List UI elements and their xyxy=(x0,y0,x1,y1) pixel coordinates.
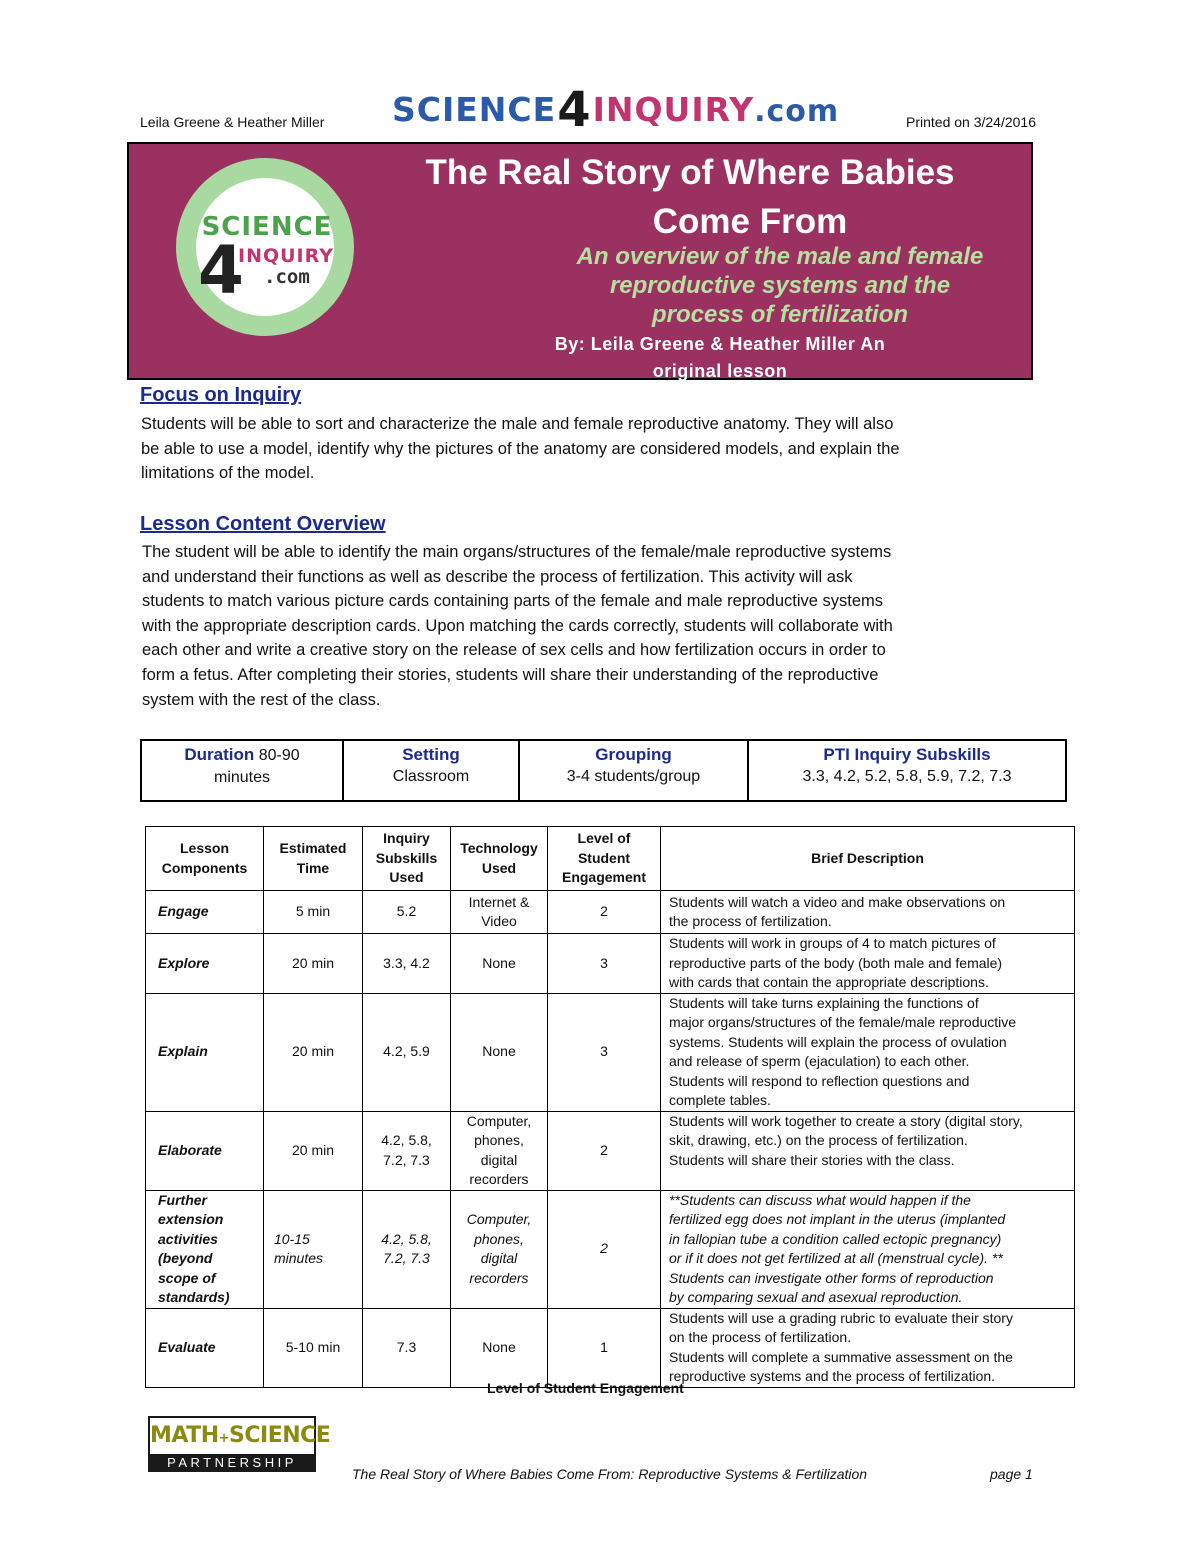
time-cell xyxy=(264,1308,363,1387)
time-cell xyxy=(264,993,363,1111)
cell-text-line: Time xyxy=(296,859,330,876)
focus-heading: Focus on Inquiry xyxy=(140,384,302,406)
table-row xyxy=(146,1190,1075,1308)
pti-value: 3.3, 4.2, 5.2, 5.8, 5.9, 7.2, 7.3 xyxy=(802,768,1012,785)
cell-text-line: None xyxy=(482,1338,516,1355)
overview-line: and understand their functions as well as describe the process of fertilization. This activity will ask xyxy=(142,567,853,586)
byline-line: original lesson xyxy=(652,361,788,381)
focus-paragraph xyxy=(141,412,1061,486)
cell-text-line: 4.2, 5.8, xyxy=(381,1132,432,1148)
lesson-components-table xyxy=(145,826,1075,1388)
cell-text-line: 3.3, 4.2 xyxy=(383,954,430,971)
logo-science-text: SCIENCE xyxy=(392,90,557,129)
cell-text-line: minutes xyxy=(274,1250,324,1266)
lesson-subtitle xyxy=(520,242,1040,329)
header-subskills xyxy=(363,827,451,891)
badge-com-text: .com xyxy=(264,266,310,288)
focus-line: Students will be able to sort and characterize the male and female reproductive anatomy. They will also xyxy=(141,415,894,433)
cell-text-line: 10-15 xyxy=(274,1230,310,1247)
component-cell xyxy=(146,993,264,1111)
cell-text-line: Used xyxy=(481,859,517,876)
page-number: page 1 xyxy=(990,1466,1033,1482)
cell-text-line: Computer, xyxy=(466,1112,532,1129)
component-cell xyxy=(146,934,264,994)
cell-text-line: reproductive parts of the body (both male and female) xyxy=(669,954,1003,971)
cell-text-line: with cards that contain the appropriate descriptions. xyxy=(669,974,989,990)
overview-line: form a fetus. After completing their stories, students will share their understanding of the reproductive xyxy=(142,665,879,684)
cell-text-line: Students will take turns explaining the functions of xyxy=(669,994,979,1011)
table-header-row xyxy=(146,827,1075,891)
lesson-summary-table xyxy=(140,739,1067,802)
cell-text-line: Evaluate xyxy=(158,1338,216,1355)
title-line: The Real Story of Where Babies xyxy=(425,153,955,192)
science4inquiry-logo xyxy=(392,82,840,138)
cell-text-line: Level of xyxy=(577,830,631,847)
component-cell xyxy=(146,891,264,934)
cell-text-line: Elaborate xyxy=(158,1141,222,1158)
cell-text-line: (beyond xyxy=(158,1250,213,1266)
title-line: Come From xyxy=(652,202,848,241)
cell-text-line: Estimated xyxy=(279,840,347,856)
badge-science-text: SCIENCE xyxy=(201,212,333,242)
level-cell: 2 xyxy=(548,1190,661,1308)
level-cell: 2 xyxy=(548,891,661,934)
cell-text-line: by comparing sexual and asexual reproduction. xyxy=(669,1289,963,1305)
cell-text-line: Students will work in groups of 4 to match pictures of xyxy=(669,935,996,951)
overview-line: system with the rest of the class. xyxy=(142,690,381,709)
subskills-cell xyxy=(363,891,451,934)
cell-text-line: Students will use a grading rubric to evaluate their story xyxy=(669,1309,1013,1326)
cell-text-line: 4.2, 5.9 xyxy=(383,1043,430,1060)
cell-text-line: Students can investigate other forms of reproduction xyxy=(669,1269,994,1286)
cell-text-line: 7.3 xyxy=(396,1338,417,1355)
header-time xyxy=(264,827,363,891)
byline-line: By: Leila Greene & Heather Miller An xyxy=(554,334,886,354)
cell-text-line: systems. Students will explain the process of ovulation xyxy=(669,1033,1007,1050)
msp-plus-text: + xyxy=(218,1431,230,1446)
header-technology xyxy=(451,827,548,891)
lesson-title xyxy=(380,148,1000,246)
math-science-partnership-logo xyxy=(148,1416,331,1472)
cell-text-line: 5 min xyxy=(295,903,331,920)
cell-text-line: Explore xyxy=(158,954,210,971)
logo-four-text: 4 xyxy=(557,82,592,138)
cell-text-line: phones, xyxy=(474,1230,524,1247)
cell-text-line: Technology xyxy=(460,840,538,856)
overview-paragraph xyxy=(142,540,1062,712)
table-row xyxy=(146,993,1075,1111)
footer-title: The Real Story of Where Babies Come From: Reproductive Systems & Fertilization xyxy=(352,1466,868,1482)
cell-text-line: standards) xyxy=(158,1289,230,1305)
header-description: Brief Description xyxy=(661,827,1075,891)
cell-text-line: Internet & xyxy=(468,893,530,910)
cell-text-line: Further xyxy=(158,1191,207,1208)
subskills-cell xyxy=(363,1111,451,1190)
level-cell: 1 xyxy=(548,1308,661,1387)
description-cell xyxy=(661,993,1075,1111)
duration-unit: minutes xyxy=(213,769,271,786)
component-cell xyxy=(146,1308,264,1387)
grouping-cell xyxy=(520,741,749,800)
cell-text-line: Inquiry xyxy=(383,830,430,847)
subtitle-line: An overview of the male and female xyxy=(576,243,984,270)
subskills-cell xyxy=(363,993,451,1111)
byline xyxy=(500,331,940,385)
cell-text-line: in fallopian tube a condition called ectopic pregnancy) xyxy=(669,1230,1002,1247)
time-cell xyxy=(264,891,363,934)
cell-text-line: Components xyxy=(161,859,248,876)
cell-text-line: 20 min xyxy=(291,954,335,971)
cell-text-line: extension xyxy=(158,1211,224,1227)
technology-cell xyxy=(451,891,548,934)
pti-cell xyxy=(749,741,1065,800)
badge-inquiry-text: INQUIRY xyxy=(238,245,334,267)
cell-text-line: 5.2 xyxy=(396,903,417,920)
cell-text-line: **Students can discuss what would happen if the xyxy=(669,1191,971,1208)
subskills-cell xyxy=(363,934,451,994)
level-cell: 2 xyxy=(548,1111,661,1190)
duration-cell xyxy=(142,741,344,800)
cell-text-line: or if it does not get fertilized at all (menstrual cycle). ** xyxy=(669,1250,1003,1266)
cell-text-line: Used xyxy=(389,869,424,886)
cell-text-line: Video xyxy=(481,913,517,929)
time-cell xyxy=(264,1111,363,1190)
cell-text-line: 5-10 min xyxy=(285,1338,341,1355)
table-row xyxy=(146,891,1075,934)
description-cell xyxy=(661,1190,1075,1308)
component-cell xyxy=(146,1111,264,1190)
setting-value: Classroom xyxy=(392,768,470,785)
header-components xyxy=(146,827,264,891)
subskills-cell xyxy=(363,1308,451,1387)
time-cell xyxy=(264,1190,363,1308)
cell-text-line: digital xyxy=(480,1250,518,1266)
description-cell xyxy=(661,1308,1075,1387)
cell-text-line: None xyxy=(482,954,516,971)
cell-text-line: and release of sperm (ejaculation) to each other. xyxy=(669,1053,970,1069)
cell-text-line: reproductive systems and the process of fertilization. xyxy=(669,1368,996,1384)
header-engagement xyxy=(548,827,661,891)
logo-com-text: .com xyxy=(754,94,840,129)
technology-cell xyxy=(451,1308,548,1387)
cell-text-line: major organs/structures of the female/male reproductive xyxy=(669,1014,1017,1030)
subtitle-line: reproductive systems and the xyxy=(609,272,951,299)
msp-partnership-text: PARTNERSHIP xyxy=(148,1454,316,1472)
component-cell xyxy=(146,1190,264,1308)
table-row xyxy=(146,934,1075,994)
setting-cell xyxy=(344,741,520,800)
level-engagement-caption: Level of Student Engagement xyxy=(487,1380,684,1396)
pti-label: PTI Inquiry Subskills xyxy=(823,745,991,764)
cell-text-line: 4.2, 5.8, xyxy=(381,1230,432,1247)
cell-text-line: Lesson xyxy=(179,840,229,856)
grouping-label: Grouping xyxy=(595,745,672,764)
cell-text-line: Students will work together to create a story (digital story, xyxy=(669,1112,1023,1129)
msp-logo-top xyxy=(148,1416,331,1454)
cell-text-line: 7.2, 7.3 xyxy=(383,1151,430,1168)
msp-science-text: SCIENCE xyxy=(229,1423,331,1448)
time-cell xyxy=(264,934,363,994)
subtitle-line: process of fertilization xyxy=(651,301,909,328)
duration-value: 80-90 xyxy=(254,747,300,764)
cell-text-line: Engage xyxy=(158,903,209,920)
grouping-value: 3-4 students/group xyxy=(566,768,701,785)
cell-text-line: 20 min xyxy=(291,1043,335,1060)
cell-text-line: Engagement xyxy=(561,869,646,886)
technology-cell xyxy=(451,1190,548,1308)
cell-text-line: 7.2, 7.3 xyxy=(383,1250,430,1266)
logo-inquiry-text: INQUIRY xyxy=(592,90,755,129)
technology-cell xyxy=(451,993,548,1111)
cell-text-line: digital xyxy=(480,1151,518,1168)
cell-text-line: phones, xyxy=(474,1132,524,1148)
table-row xyxy=(146,1111,1075,1190)
table-row xyxy=(146,1308,1075,1387)
overview-line: students to match various picture cards containing parts of the female and male reproductive systems xyxy=(142,592,884,611)
focus-line: be able to use a model, identify why the pictures of the anatomy are considered models, and explain the xyxy=(141,439,900,458)
cell-text-line: Computer, xyxy=(466,1211,532,1227)
overview-line: with the appropriate description cards. Upon matching the cards correctly, students will collaborate with xyxy=(142,616,893,635)
cell-text-line: 20 min xyxy=(291,1141,335,1158)
cell-text-line: the process of fertilization. xyxy=(669,913,832,929)
header-authors: Leila Greene & Heather Miller xyxy=(140,114,325,130)
printed-date: Printed on 3/24/2016 xyxy=(906,114,1036,130)
description-cell xyxy=(661,1111,1075,1190)
setting-label: Setting xyxy=(402,745,460,764)
overview-line: each other and write a creative story on the release of sex cells and how fertilization occurs in order to xyxy=(142,641,886,660)
cell-text-line: None xyxy=(482,1043,516,1060)
badge-four-text: 4 xyxy=(198,232,244,309)
description-cell xyxy=(661,934,1075,994)
cell-text-line: Students will complete a summative assessment on the xyxy=(669,1348,1013,1365)
subskills-cell xyxy=(363,1190,451,1308)
cell-text-line: Students will share their stories with the class. xyxy=(669,1151,955,1168)
technology-cell xyxy=(451,934,548,994)
cell-text-line: recorders xyxy=(469,1171,529,1187)
cell-text-line: scope of xyxy=(158,1269,216,1286)
overview-line: The student will be able to identify the main organs/structures of the female/male reproductive systems xyxy=(142,543,892,561)
cell-text-line: skit, drawing, etc.) on the process of fertilization. xyxy=(669,1132,968,1148)
cell-text-line: Student xyxy=(577,849,631,866)
level-cell: 3 xyxy=(548,934,661,994)
level-cell: 3 xyxy=(548,993,661,1111)
cell-text-line: activities xyxy=(158,1230,218,1247)
duration-label: Duration xyxy=(184,745,255,764)
cell-text-line: Students will watch a video and make observations on xyxy=(669,893,1006,910)
technology-cell xyxy=(451,1111,548,1190)
cell-text-line: on the process of fertilization. xyxy=(669,1329,852,1345)
cell-text-line: Explain xyxy=(158,1043,208,1060)
overview-heading: Lesson Content Overview xyxy=(140,513,386,535)
msp-math-text: MATH xyxy=(150,1423,219,1448)
focus-line: limitations of the model. xyxy=(141,464,315,483)
cell-text-line: fertilized egg does not implant in the uterus (implanted xyxy=(669,1211,1006,1227)
description-cell xyxy=(661,891,1075,934)
cell-text-line: Subskills xyxy=(375,849,438,866)
cell-text-line: complete tables. xyxy=(669,1092,771,1108)
cell-text-line: Students will respond to reflection questions and xyxy=(669,1072,970,1089)
cell-text-line: recorders xyxy=(469,1269,529,1286)
